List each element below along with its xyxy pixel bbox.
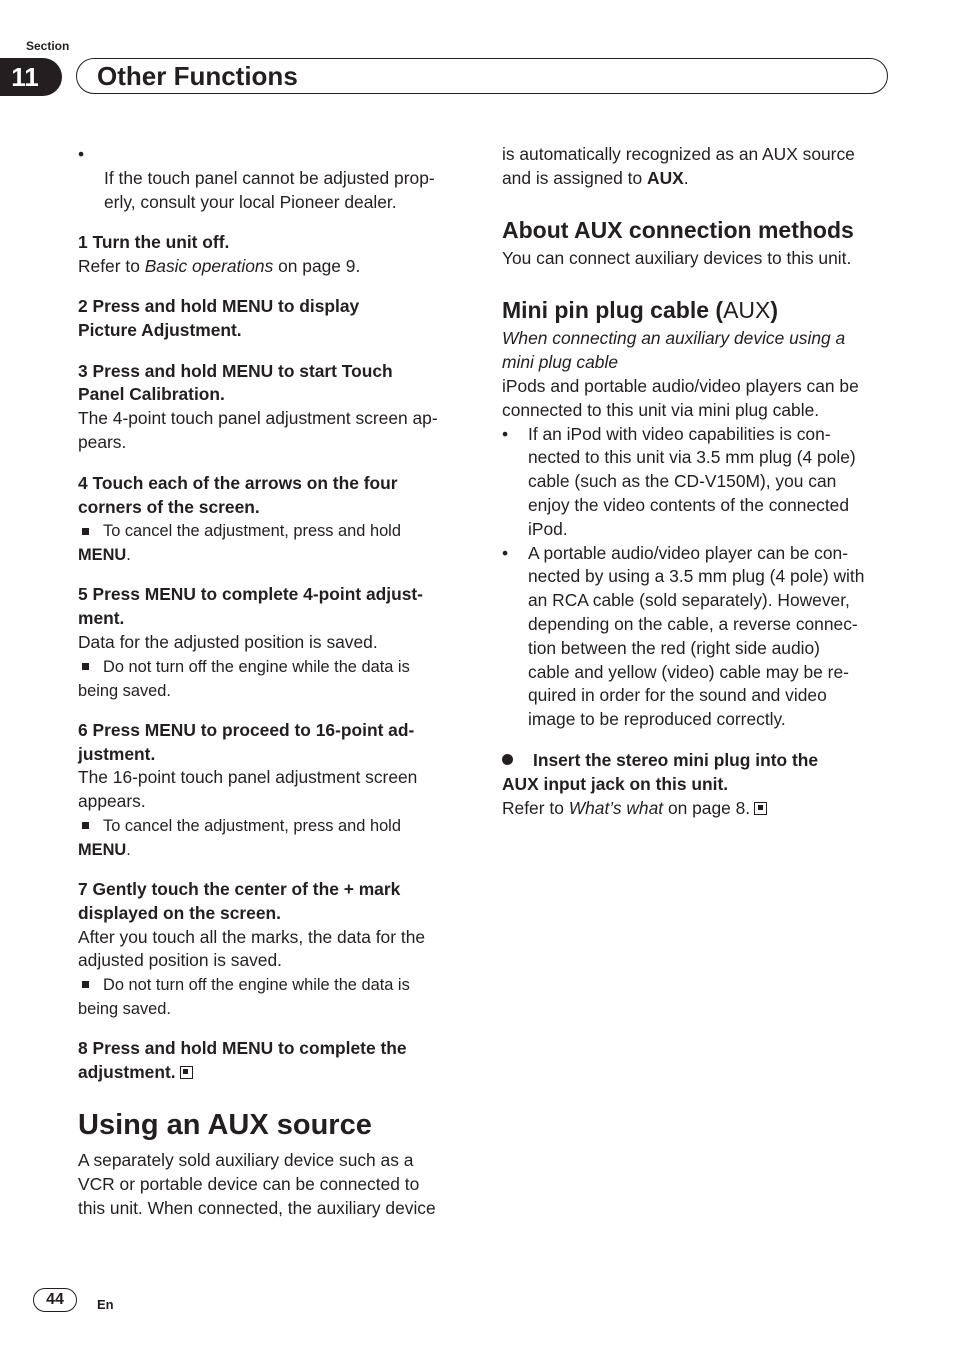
section-number-badge: 11 xyxy=(0,58,62,96)
page-number: 44 xyxy=(33,1288,77,1312)
insert-plug-title-text: Insert the stereo mini plug into the AUX input jack on this unit. xyxy=(502,749,819,794)
step4-note: To cancel the adjustment, press and hold MENU. xyxy=(78,522,401,565)
section-label: Section xyxy=(26,39,70,53)
step5-note-text: Do not turn off the engine while the data is being saved. xyxy=(78,657,410,700)
note-square-icon xyxy=(82,528,89,535)
aux-continued-pre: is automatically recognized as an AUX source and is assigned to xyxy=(502,144,855,188)
insert-plug-text xyxy=(502,797,892,821)
section-title: Other Functions xyxy=(97,61,298,91)
note-square-icon xyxy=(82,663,89,670)
language-label: En xyxy=(97,1297,114,1312)
step8-title xyxy=(78,1037,466,1085)
insert-plug-pre: Refer to xyxy=(502,797,569,818)
aux-source-section xyxy=(78,1107,466,1220)
insert-plug-title xyxy=(502,749,892,797)
mini-plug-bullet-2 xyxy=(502,542,892,732)
step7-note xyxy=(78,973,466,1021)
step7-title: 7 Gently touch the center of the + mark displayed on the screen. xyxy=(78,878,401,923)
note-square-icon xyxy=(82,981,89,988)
aux-source-text: A separately sold auxiliary device such as a VCR or portable device can be connected to this unit. When connected, the auxiliary device xyxy=(78,1150,436,1218)
mini-plug-heading-bold: Mini pin plug cable ( xyxy=(502,297,724,324)
end-mark-icon xyxy=(754,802,767,815)
step1-title: 1 Turn the unit off. xyxy=(78,232,230,253)
step2-title: 2 Press and hold MENU to display Picture Adjustment. xyxy=(78,295,360,340)
step6-note-text: To cancel the adjustment, press and hold xyxy=(103,816,401,835)
methods-text: You can connect auxiliary devices to this unit. xyxy=(502,247,852,268)
aux-source-heading: Using an AUX source xyxy=(78,1109,372,1141)
step6-text: The 16-point touch panel adjustment screen appears. xyxy=(78,767,418,812)
step3-title: 3 Press and hold MENU to start Touch Panel Calibration. xyxy=(78,360,393,405)
right-column xyxy=(502,143,892,820)
mini-plug-bullet-2-text: A portable audio/video player can be con- nected by using a 3.5 mm plug (4 pole) with an RCA cable (sold separately). However, depending on the cable, a reverse connec- tion between the red (right side audio) cable and yellow (video) cable may be re- quired in order for the sound and video image to be reproduced correctly. xyxy=(528,542,865,730)
bullet-dot-icon: • xyxy=(78,144,85,164)
step6-note: To cancel the adjustment, press and hold MENU. xyxy=(78,816,401,859)
intro-bullet-text: If the touch panel cannot be adjusted prop- erly, consult your local Pioneer dealer. xyxy=(104,167,435,212)
step5-title: 5 Press MENU to complete 4-point adjust- ment. xyxy=(78,584,423,629)
mini-plug-heading-close: ) xyxy=(770,297,779,324)
step7-note-text: Do not turn off the engine while the data is being saved. xyxy=(78,976,410,1019)
insert-plug-reference: What’s what xyxy=(568,797,664,818)
step5-note xyxy=(78,655,466,703)
step4-note-text: To cancel the adjustment, press and hold xyxy=(103,522,401,541)
bullet-dot-icon: • xyxy=(502,423,509,444)
step4-title: 4 Touch each of the arrows on the four corners of the screen. xyxy=(78,472,398,517)
mini-plug-subtitle: When connecting an auxiliary device using a mini plug cable xyxy=(502,328,846,373)
methods-heading: About AUX connection methods xyxy=(502,216,854,243)
mini-plug-heading xyxy=(502,295,892,325)
step6-title: 6 Press MENU to proceed to 16-point ad- justment. xyxy=(78,719,415,764)
step1-reference: Basic operations xyxy=(144,256,274,277)
step-circle-icon xyxy=(502,754,513,765)
step1-text-pre: Refer to xyxy=(78,256,145,277)
aux-continued-bold: AUX xyxy=(647,167,684,188)
step6-note-bold: MENU xyxy=(78,840,127,859)
note-square-icon xyxy=(82,822,89,829)
step3-text: The 4-point touch panel adjustment screen ap- pears. xyxy=(78,408,438,452)
left-column xyxy=(78,143,466,1085)
bullet-dot-icon: • xyxy=(502,542,509,563)
step8-title-text: 8 Press and hold MENU to complete the adjustment. xyxy=(78,1038,407,1082)
step1-text xyxy=(78,255,466,279)
mini-plug-text: iPods and portable audio/video players can be connected to this unit via mini plug cable. xyxy=(502,375,859,420)
step1-text-post: on page 9. xyxy=(273,256,361,277)
step4-note-bold: MENU xyxy=(78,546,127,565)
step5-text: Data for the adjusted position is saved. xyxy=(78,631,378,652)
insert-plug-post: on page 8. xyxy=(663,797,751,818)
step7-text: After you touch all the marks, the data for the adjusted position is saved. xyxy=(78,926,426,971)
aux-continued-text: is automatically recognized as an AUX source and is assigned to AUX. xyxy=(502,144,855,188)
end-mark-icon xyxy=(180,1066,193,1079)
intro-bullet xyxy=(78,143,466,214)
mini-plug-bullet-1-text: If an iPod with video capabilities is con- nected to this unit via 3.5 mm plug (4 pole) cable (such as the CD-V150M), you can enjoy the video contents of the connected iPod. xyxy=(528,423,856,539)
mini-plug-bullet-1 xyxy=(502,423,892,542)
mini-plug-heading-aux: AUX xyxy=(723,297,771,324)
